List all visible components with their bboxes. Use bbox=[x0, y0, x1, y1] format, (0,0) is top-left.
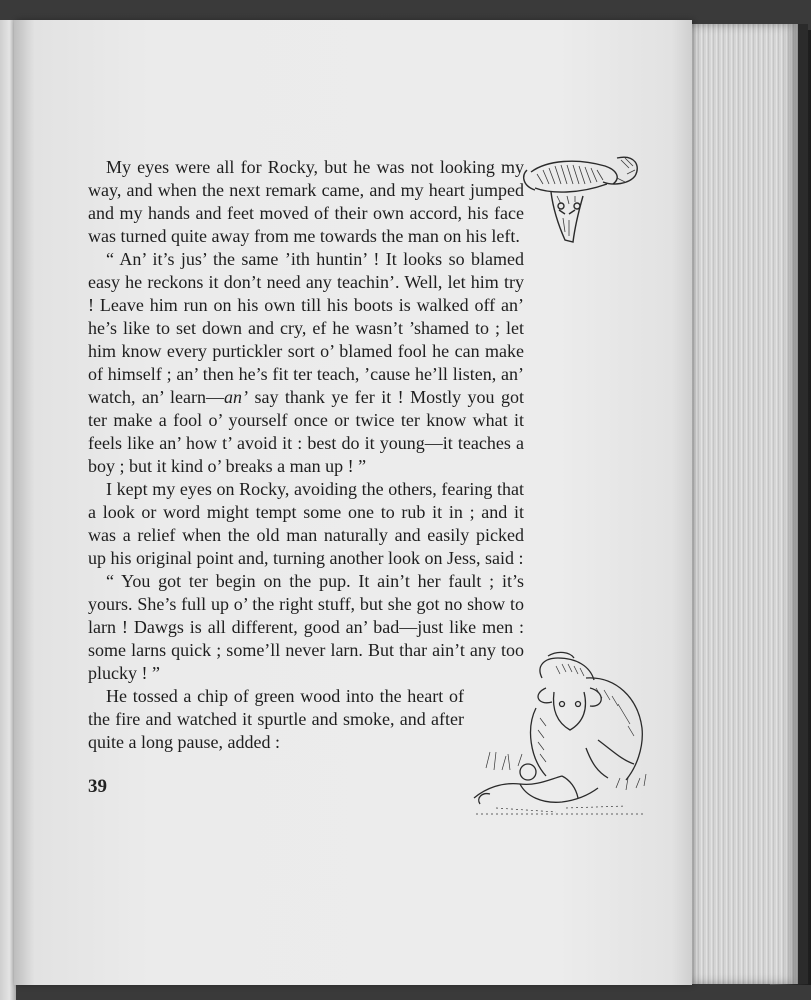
paragraph-5: He tossed a chip of green wood into the heart of the fire and watched it spurtle and smoke, and after quite a long pause, added : bbox=[88, 686, 464, 752]
body-text bbox=[88, 156, 524, 754]
paragraph-1: My eyes were all for Rocky, but he was not looking my way, and when the next remark came, and my heart jumped and my hands and feet moved of their own accord, his face was turned quite away from me towards the man on his left. bbox=[88, 157, 524, 246]
paragraph-2-text-b: say thank ye fer it ! Mostly you got ter make a fool o’ yourself once or twice ter know what it feels like an’ how t’ avoid it : best do it young—it teaches a boy ; but it kind o’ breaks a man up ! ” bbox=[88, 387, 524, 476]
paragraph-4: “ You got ter begin on the pup. It ain’t her fault ; it’s yours. She’s full up o’ the right stuff, but she got no show to larn ! Dawgs is all different, good an’ bad—just like men : some larns quick ; some’ll never larn. But thar ain’t any too plucky ! ” bbox=[88, 571, 524, 683]
page-number: 39 bbox=[88, 776, 107, 797]
buffalo-skull-illustration bbox=[517, 148, 647, 248]
paragraph-2 bbox=[88, 248, 524, 478]
paragraph-3: I kept my eyes on Rocky, avoiding the others, fearing that a look or word might tempt some one to rub it in ; and it was a relief when the old man naturally and easily picked up his original point and, turning another look on Jess, said : bbox=[88, 479, 524, 568]
paragraph-2-emphasis: an’ bbox=[224, 387, 248, 407]
buffalo-charge-illustration bbox=[466, 648, 656, 823]
book-page bbox=[14, 20, 692, 985]
paragraph-2-text-a: “ An’ it’s jus’ the same ’ith huntin’ ! It looks so blamed easy he reckons it don’t need any teachin’. Well, let him try ! Leave him run on his own till his boots is walked off an’ he’s like to set down and cry, ef he wasn’t ’shamed to ; let him know every purtickler sort o’ blamed fool he can make of himself ; an’ then he’s fit ter teach, ’cause he’ll listen, an’ watch, an’ learn— bbox=[88, 249, 524, 407]
page-stack-edge bbox=[680, 24, 808, 984]
